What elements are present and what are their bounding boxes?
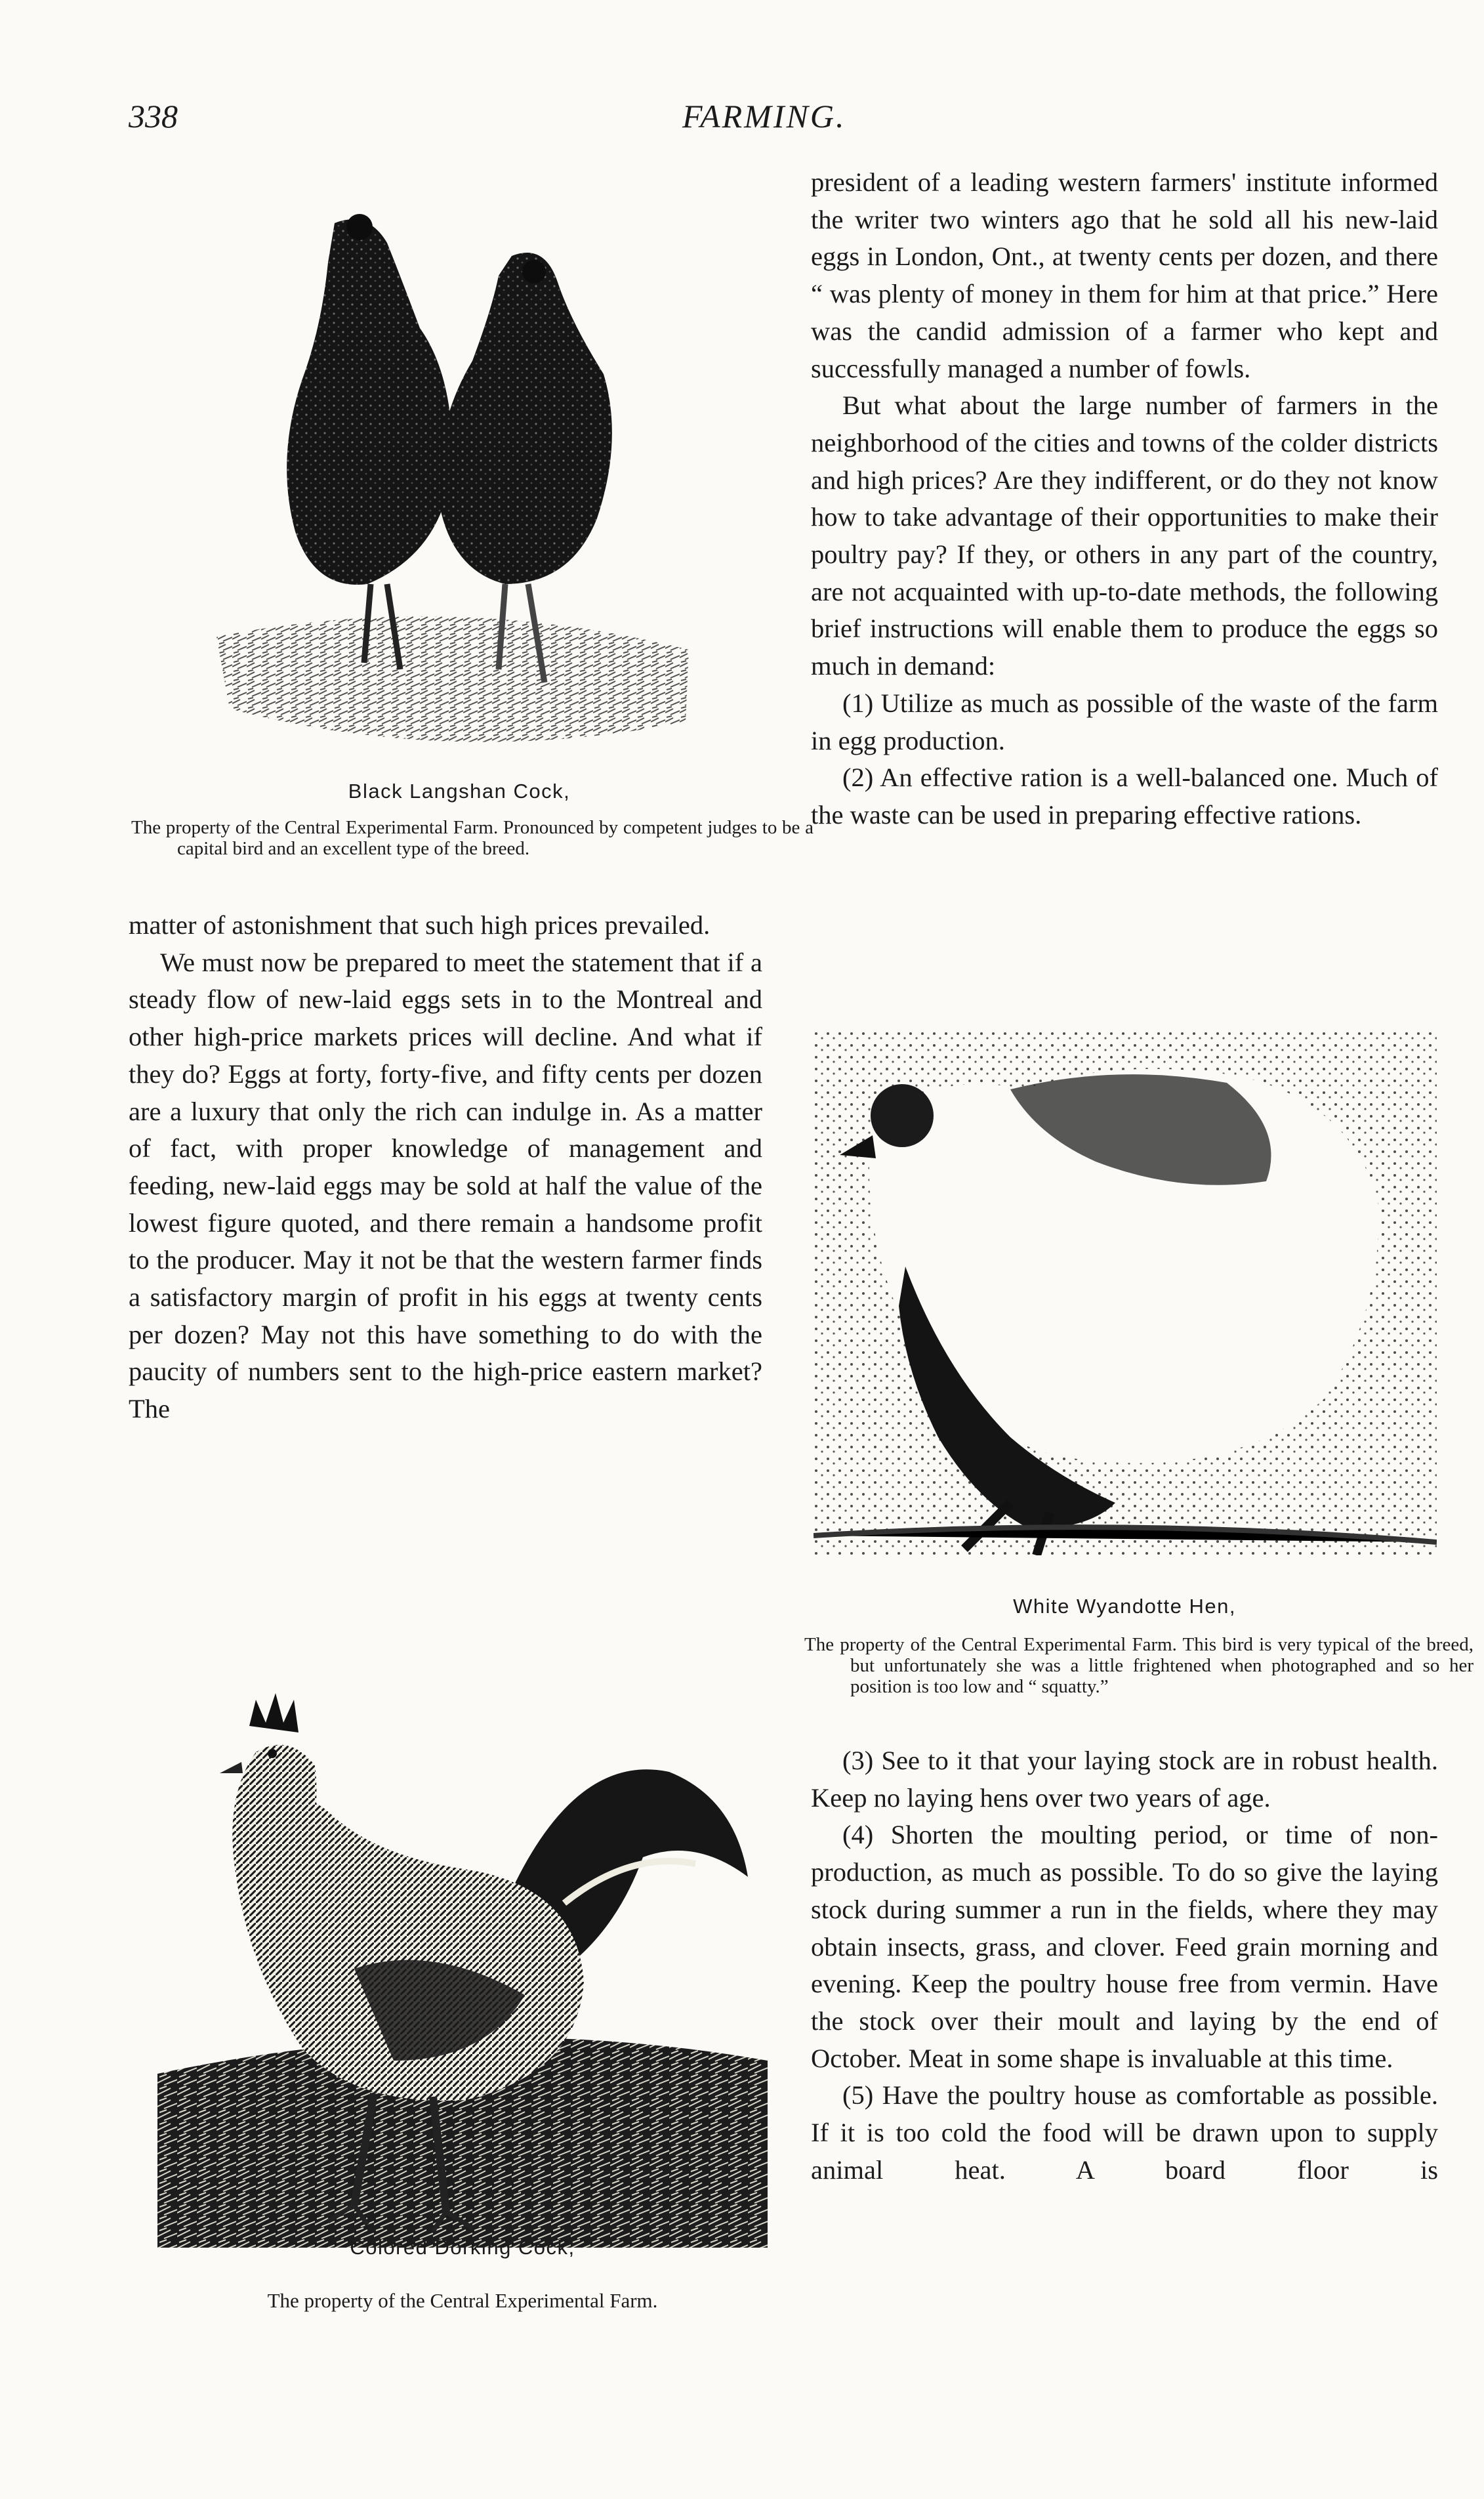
right-column-text-bottom: [811, 1742, 1438, 2189]
page-number: 338: [129, 98, 178, 135]
wyandotte-caption-title: White Wyandotte Hen,: [1013, 1595, 1236, 1618]
left-paragraph-continued: matter of astonishment that such high prices prevailed.: [129, 910, 711, 940]
right-paragraph-1: president of a leading western farmers' institute informed the writer two winters ago that he sold all his new-laid eggs in London, Ont., at twenty cents per dozen, and there “ was plenty of money in them for him at that price.” Here was the candid admission of a farmer who kept and successfully managed a number of fowls.: [811, 167, 1438, 383]
right-paragraph-3: (1) Utilize as much as possible of the waste of the farm in egg production.: [811, 688, 1438, 755]
left-column-text: [129, 907, 762, 1428]
running-head: FARMING.: [682, 98, 846, 135]
langshan-caption-text: The property of the Central Experimental Farm. Pronounced by competent judges to be a capital bird and an excellent type of the breed.: [131, 817, 814, 859]
langshan-illustration: [203, 164, 702, 774]
langshan-caption-title: Black Langshan Cock,: [348, 780, 571, 803]
right-paragraph-5: (3) See to it that your laying stock are in robust health. Keep no laying hens over two years of age.: [811, 1746, 1438, 1813]
wyandotte-caption-text: The property of the Central Experimental Farm. This bird is very typical of the breed, but unfortunately she was a little frightened when photographed and so her position is too low and “ squatty.”: [804, 1634, 1474, 1697]
right-paragraph-7: (5) Have the poultry house as comfortable as possible. If it is too cold the food will be drawn upon to supply animal heat. A board floor is: [811, 2080, 1438, 2185]
dorking-caption-text: The property of the Central Experimental Farm.: [267, 2289, 658, 2312]
dorking-caption-title: Colored Dorking Cock,: [350, 2236, 575, 2259]
right-paragraph-6: (4) Shorten the moulting period, or time of non-production, as much as possible. To do so give the laying stock during summer a run in the fields, where they may obtain insects, grass, and clover. Feed grain morning and evening. Keep the poultry house free from vermin. Have the stock over their moult and laying by the end of October. Meat in some shape is invaluable at this time.: [811, 1820, 1438, 2073]
left-paragraph-2: We must now be prepared to meet the statement that if a steady flow of new-laid eggs sets in to the Montreal and other high-price markets prices will decline. And what if they do? Eggs at forty, forty-five, and fifty cents per dozen are a luxury that only the rich can indulge in. As a matter of fact, with proper knowledge of management and feeding, new-laid eggs may be sold at half the value of the lowest figure quoted, and there remain a handsome profit to the producer. May it not be that the western farmer finds a satisfactory margin of profit in his eggs at twenty cents per dozen? May not this have something to do with the paucity of numbers sent to the high-price eastern market? The: [129, 947, 762, 1424]
wyandotte-illustration: [814, 1030, 1437, 1555]
dorking-illustration: [157, 1601, 768, 2251]
right-paragraph-4: (2) An effective ration is a well-balanced one. Much of the waste can be used in preparing effective rations.: [811, 763, 1438, 830]
right-column-text-top: [811, 164, 1438, 834]
right-paragraph-2: But what about the large number of farmers in the neighborhood of the cities and towns of the colder districts and high prices? Are they indifferent, or do they not know how to take advantage of their opportunities to make their poultry pay? If they, or others in any part of the country, are not acquainted with up-to-date methods, the following brief instructions will enable them to produce the eggs so much in demand:: [811, 390, 1438, 681]
